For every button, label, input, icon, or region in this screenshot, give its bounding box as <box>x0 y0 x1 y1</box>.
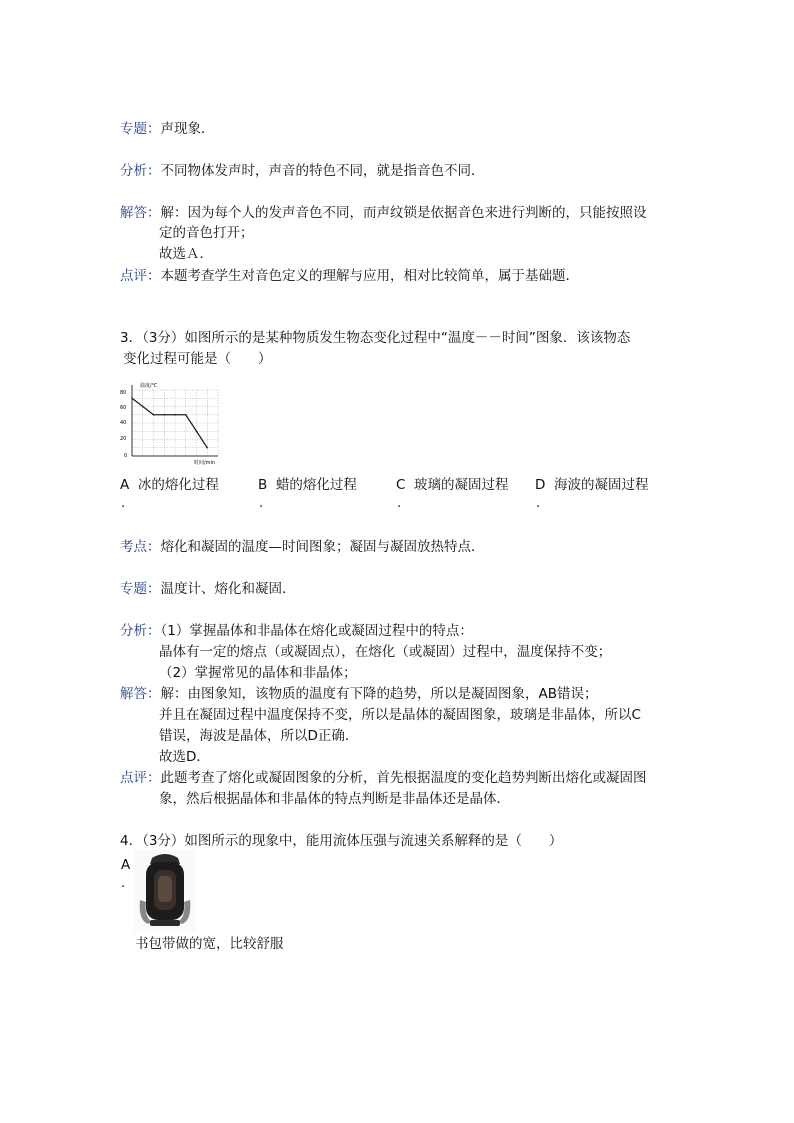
topic-row: 专题：声现象． <box>120 121 215 137</box>
y-tick-0: 0 <box>124 453 128 459</box>
option-a-dot: . <box>121 496 126 511</box>
answer-row: 解答：解：因为每个人的发声音色不同，而声纹锁是依据音色来进行判断的，只能按照设 <box>120 205 647 221</box>
analysis-label: 分析 <box>120 163 147 179</box>
q3-topic-label: 专题 <box>120 581 147 597</box>
topic-label: 专题 <box>120 121 147 137</box>
curve-point <box>163 414 165 416</box>
y-axis-label: 温度/℃ <box>140 383 158 389</box>
y-tick-60: 60 <box>120 405 127 411</box>
option-d-text: 海波的凝固过程 <box>554 477 649 493</box>
q4-option-a-caption: 书包带做的宽，比较舒服 <box>135 936 284 952</box>
q3-test-point-label: 考点 <box>120 539 147 555</box>
option-c[interactable] <box>396 476 509 494</box>
q4-option-a-letter[interactable]: A <box>121 857 131 873</box>
q3-analysis-line-2: 晶体有一定的熔点（或凝固点），在熔化（或凝固）过程中，温度保持不变； <box>159 644 612 660</box>
q4-stem: 4．（3分）如图所示的现象中，能用流体压强与流速关系解释的是（ ） <box>120 833 563 849</box>
q3-topic-text: 温度计、熔化和凝固． <box>160 581 296 597</box>
comment-text: 本题考查学生对音色定义的理解与应用，相对比较简单，属于基础题． <box>160 268 579 284</box>
answer-label: 解答 <box>120 205 147 221</box>
curve-point <box>185 414 187 416</box>
curve-point <box>196 430 198 432</box>
q3-stem-line-1: 3．（3分）如图所示的是某种物质发生物态变化过程中“温度－－时间”图象．该该物态 <box>120 330 631 346</box>
q3-comment-line-2: 象，然后根据晶体和非晶体的特点判断是非晶体还是晶体． <box>159 791 510 807</box>
q3-answer-row: 解答：解：由图象知，该物质的温度有下降的趋势，所以是凝固图象，AB错误； <box>120 686 598 702</box>
q3-analysis-label: 分析 <box>120 623 147 639</box>
q3-answer-line-3: 错误，海波是晶体，所以D正确． <box>159 728 359 744</box>
curve-point <box>174 414 176 416</box>
analysis-text: 不同物体发声时，声音的特色不同，就是指音色不同． <box>160 163 485 179</box>
temperature-time-graph <box>118 380 222 466</box>
curve-point <box>131 397 133 399</box>
q3-answer-line-2: 并且在凝固过程中温度保持不变，所以是晶体的凝固图象，玻璃是非晶体，所以C <box>159 707 641 723</box>
y-tick-40: 40 <box>120 420 127 426</box>
option-c-letter: C <box>396 477 406 493</box>
answer-line-1: 解：因为每个人的发声音色不同，而声纹锁是依据音色来进行判断的，只能按照设 <box>160 205 647 221</box>
q3-answer-label: 解答 <box>120 686 147 702</box>
q3-analysis-line-3: （2）掌握常见的晶体和非晶体； <box>159 665 357 681</box>
q3-comment-label: 点评 <box>120 770 147 786</box>
analysis-row: 分析：不同物体发声时，声音的特色不同，就是指音色不同． <box>120 163 485 179</box>
option-b[interactable] <box>258 476 357 494</box>
q3-analysis-row: 分析：（1）掌握晶体和非晶体在熔化或凝固过程中的特点： <box>120 623 473 639</box>
graph-grid <box>132 390 218 456</box>
option-b-dot: . <box>259 496 264 511</box>
y-tick-80: 80 <box>120 390 127 396</box>
option-d-letter: D <box>535 477 546 493</box>
backpack-image <box>134 850 196 932</box>
option-a[interactable] <box>120 476 219 494</box>
curve-point <box>142 406 144 408</box>
q3-test-point-row: 考点：熔化和凝固的温度—时间图象；凝固与凝固放热特点． <box>120 539 485 555</box>
option-a-letter: A <box>120 477 130 493</box>
q3-comment-row: 点评：此题考查了熔化或凝固图象的分析，首先根据温度的变化趋势判断出熔化或凝固图 <box>120 770 647 786</box>
q3-answer-line-1: 解：由图象知，该物质的温度有下降的趋势，所以是凝固图象，AB错误； <box>160 686 598 702</box>
curve-point <box>206 447 208 449</box>
q4-option-a-dot: . <box>121 876 126 891</box>
option-d-dot: . <box>536 496 541 511</box>
q3-stem-line-2: 变化过程可能是（ ） <box>123 351 272 367</box>
option-d[interactable] <box>535 476 649 494</box>
y-tick-20: 20 <box>120 436 127 442</box>
option-b-text: 蜡的熔化过程 <box>275 477 357 493</box>
answer-line-3: 故选Ａ． <box>159 246 213 262</box>
q3-analysis-line-1: （1）掌握晶体和非晶体在熔化或凝固过程中的特点： <box>160 623 473 639</box>
curve-point <box>153 414 155 416</box>
q3-topic-row: 专题：温度计、熔化和凝固． <box>120 581 296 597</box>
option-a-text: 冰的熔化过程 <box>137 477 219 493</box>
q3-answer-line-4: 故选D． <box>159 749 210 765</box>
q3-comment-line-1: 此题考查了熔化或凝固图象的分析，首先根据温度的变化趋势判断出熔化或凝固图 <box>160 770 647 786</box>
option-c-dot: . <box>397 496 402 511</box>
answer-line-2: 定的音色打开； <box>159 225 254 241</box>
comment-row: 点评：本题考查学生对音色定义的理解与应用，相对比较简单，属于基础题． <box>120 268 579 284</box>
q3-test-point-text: 熔化和凝固的温度—时间图象；凝固与凝固放热特点． <box>160 539 485 555</box>
option-c-text: 玻璃的凝固过程 <box>414 477 509 493</box>
topic-text: 声现象． <box>160 121 215 137</box>
option-b-letter: B <box>258 477 268 493</box>
x-axis-label: 时间/min <box>194 460 216 466</box>
comment-label: 点评 <box>120 268 147 284</box>
